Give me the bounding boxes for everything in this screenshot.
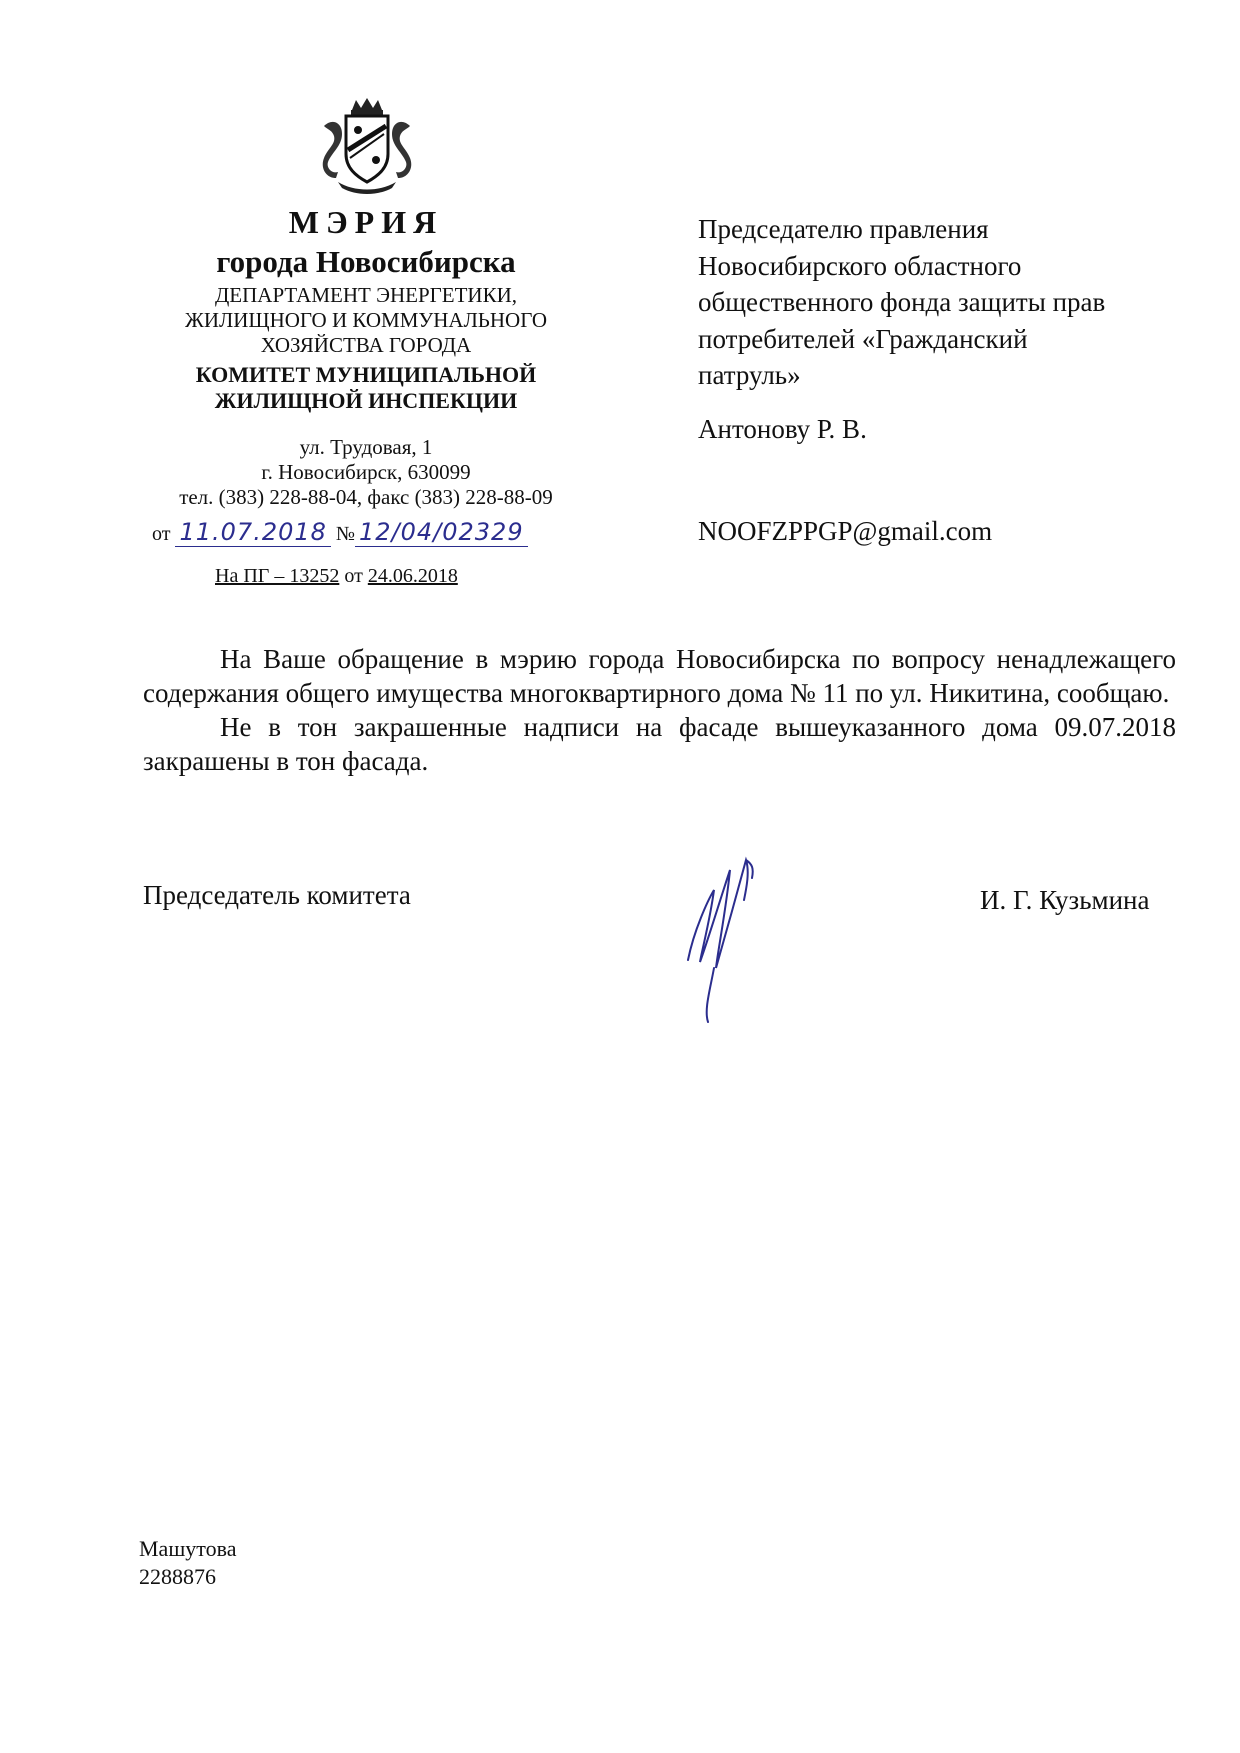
addressee-line: потребителей «Гражданский bbox=[698, 323, 1028, 354]
letterhead-department bbox=[130, 283, 602, 358]
number-label: № bbox=[335, 523, 355, 545]
letterhead-committee bbox=[130, 362, 602, 414]
addressee-line: Председателю правления bbox=[698, 214, 989, 244]
executor-name: Машутова bbox=[139, 1536, 237, 1561]
registration-line bbox=[152, 518, 528, 547]
addressee-line: общественного фонда защиты прав bbox=[698, 287, 1106, 317]
executor-phone: 2288876 bbox=[139, 1564, 216, 1589]
committee-line: КОМИТЕТ МУНИЦИПАЛЬНОЙ bbox=[195, 362, 537, 387]
signatory-title: Председатель комитета bbox=[143, 880, 411, 910]
address-line: г. Новосибирск, 630099 bbox=[261, 460, 471, 484]
handwritten-signature-icon bbox=[680, 850, 780, 1025]
reply-reference bbox=[215, 565, 458, 588]
address-line: ул. Трудовая, 1 bbox=[299, 435, 433, 459]
from-label: от bbox=[152, 523, 171, 545]
department-line: ДЕПАРТАМЕНТ ЭНЕРГЕТИКИ, bbox=[214, 283, 518, 307]
address-line: тел. (383) 228-88-04, факс (383) 228-88-09 bbox=[179, 485, 553, 509]
addressee-block bbox=[698, 211, 1148, 394]
body-paragraph: Не в тон закрашенные надписи на фасаде вышеуказанного дома 09.07.2018 закрашены в тон фасада. bbox=[143, 712, 1176, 776]
signatory-name: И. Г. Кузьмина bbox=[980, 885, 1150, 915]
addressee-name: Антонову Р. В. bbox=[698, 414, 867, 444]
letterhead-city: города Новосибирска bbox=[216, 244, 516, 279]
department-line: ЖИЛИЩНОГО И КОММУНАЛЬНОГО bbox=[185, 308, 547, 332]
letterhead-address bbox=[130, 435, 602, 510]
reply-date: 24.06.2018 bbox=[367, 565, 458, 587]
department-line: ХОЗЯЙСТВА ГОРОДА bbox=[260, 333, 472, 357]
city-coat-of-arms-icon bbox=[318, 96, 416, 196]
letterhead-mayor: МЭРИЯ bbox=[288, 204, 444, 240]
addressee-line: Новосибирского областного bbox=[698, 250, 1022, 281]
handwritten-number: 12/04/02329 bbox=[355, 518, 528, 547]
reply-from-label: от bbox=[344, 565, 363, 587]
committee-line: ЖИЛИЩНОЙ ИНСПЕКЦИИ bbox=[214, 388, 518, 413]
addressee-line: патруль» bbox=[698, 360, 801, 390]
letter-body bbox=[143, 642, 1176, 778]
body-paragraph: На Ваше обращение в мэрию города Новосибирска по вопросу ненадлежащего содержания общего имущества многоквартирного дома № 11 по ул. Никитина, сообщаю. bbox=[143, 644, 1176, 708]
reply-prefix: На ПГ – 13252 bbox=[215, 565, 340, 587]
addressee-email: NOOFZPPGP@gmail.com bbox=[698, 516, 993, 546]
handwritten-date: 11.07.2018 bbox=[175, 518, 330, 547]
executor-info bbox=[139, 1535, 236, 1591]
